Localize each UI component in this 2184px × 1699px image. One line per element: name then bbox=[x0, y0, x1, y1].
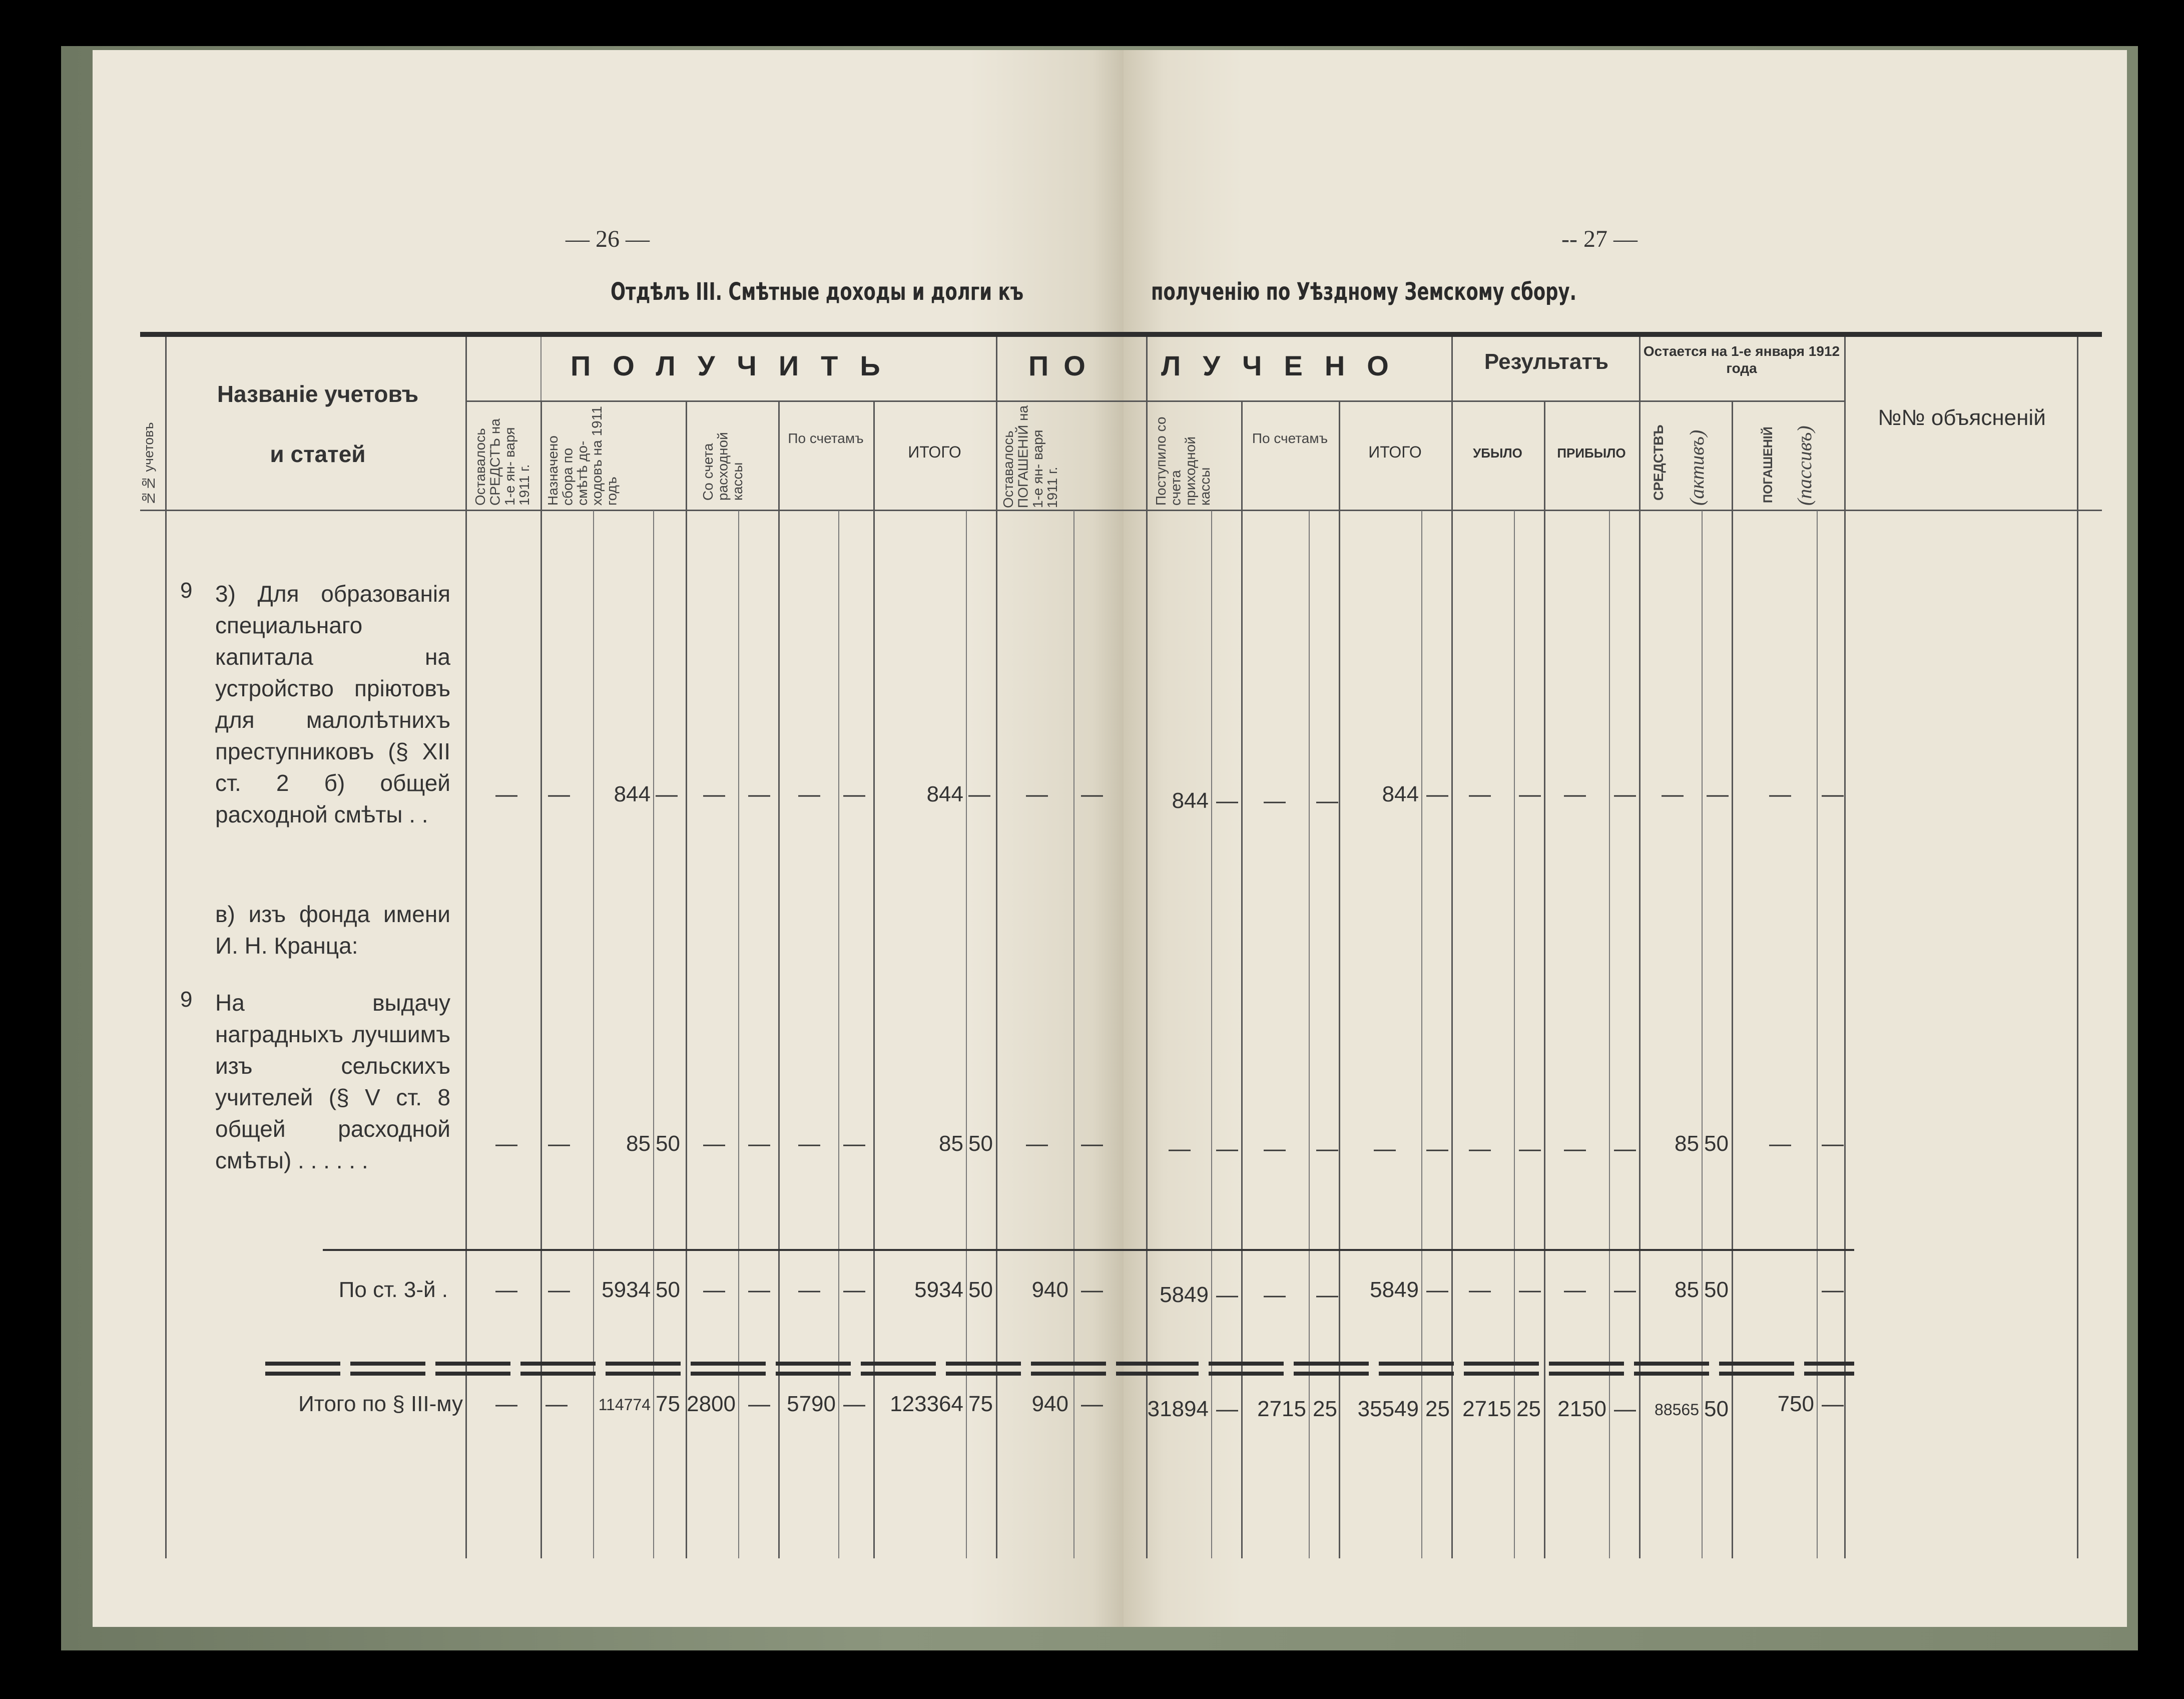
cell-value: — bbox=[1316, 1136, 1338, 1161]
cell-value: 844 bbox=[926, 782, 963, 806]
cell-value: — bbox=[495, 1278, 517, 1302]
cell-value: — bbox=[1374, 1136, 1396, 1161]
header-active: (активъ) bbox=[1686, 430, 1708, 506]
cell-value: — bbox=[1216, 1136, 1238, 1161]
left-page bbox=[93, 50, 1124, 1627]
cell-value: — bbox=[1216, 1397, 1238, 1421]
col-divider bbox=[1544, 400, 1545, 1558]
cell-value: — bbox=[1822, 782, 1844, 806]
cell-value: 35549 bbox=[1357, 1397, 1419, 1421]
cell-value: — bbox=[748, 782, 770, 806]
subcol-divider bbox=[738, 511, 739, 1558]
subcol-divider bbox=[838, 511, 839, 1558]
total-label: Итого по § III-му bbox=[298, 1392, 463, 1416]
cell-value: — bbox=[1426, 782, 1448, 806]
col-divider bbox=[778, 400, 780, 1558]
cell-value: 5934 bbox=[602, 1278, 651, 1302]
cell-value: — bbox=[1769, 782, 1791, 806]
header-assigned: Назначено сбора по смѣтѣ до- ходовъ на 1911 годъ bbox=[545, 406, 620, 506]
cell-value: — bbox=[748, 1392, 770, 1416]
cell-value: — bbox=[1316, 1283, 1338, 1307]
cell-value: — bbox=[843, 1278, 865, 1302]
cell-value: — bbox=[1614, 782, 1636, 806]
col-divider bbox=[540, 400, 542, 1558]
right-page bbox=[1124, 50, 2127, 1627]
col-divider bbox=[686, 400, 687, 1558]
subcol-divider bbox=[966, 511, 967, 1558]
cell-value: — bbox=[495, 782, 517, 806]
group-header-rule bbox=[465, 400, 1124, 402]
header-group-received-part: ПО bbox=[1028, 350, 1101, 381]
cell-value: 85 bbox=[626, 1131, 651, 1156]
col-divider bbox=[165, 337, 167, 1558]
cell-value: — bbox=[1769, 1131, 1791, 1156]
header-funds: СРЕДСТВЪ bbox=[1651, 424, 1666, 501]
cell-value: 2150 bbox=[1557, 1397, 1606, 1421]
cell-value: 2715 bbox=[1257, 1397, 1306, 1421]
cell-value: — bbox=[548, 1131, 570, 1156]
subcol-divider bbox=[1309, 511, 1310, 1558]
cell-value: 940 bbox=[1031, 1278, 1068, 1302]
cell-value: 123364 bbox=[890, 1392, 963, 1416]
cell-value: — bbox=[1081, 1131, 1103, 1156]
header-decreased: УБЫЛО bbox=[1473, 446, 1522, 461]
cell-value: — bbox=[495, 1131, 517, 1156]
cell-value: 25 bbox=[1313, 1397, 1337, 1421]
cell-value: — bbox=[495, 1392, 517, 1416]
cell-value: 750 bbox=[1777, 1392, 1814, 1416]
cell-value: — bbox=[703, 1131, 725, 1156]
header-name-col-1: Названіе учетовъ bbox=[217, 381, 419, 407]
cell-value: — bbox=[1081, 782, 1103, 806]
row-number: 9 bbox=[180, 987, 193, 1012]
cell-value: — bbox=[1614, 1136, 1636, 1161]
header-total: ИТОГО bbox=[908, 443, 961, 461]
cell-value: — bbox=[1081, 1392, 1103, 1416]
cell-value: 31894 bbox=[1147, 1397, 1209, 1421]
header-group-receivable: ПОЛУЧИТЬ bbox=[571, 350, 902, 381]
col-divider bbox=[1732, 400, 1733, 1558]
header-group-result: Результатъ bbox=[1484, 349, 1609, 374]
cell-value: 2715 bbox=[1462, 1397, 1511, 1421]
cell-value: — bbox=[843, 1131, 865, 1156]
header-from-income: Поступило со счета приходной кассы bbox=[1153, 416, 1213, 506]
group-header-rule bbox=[1124, 400, 1844, 402]
cell-value: — bbox=[1264, 1283, 1286, 1307]
cell-value: — bbox=[1822, 1131, 1844, 1156]
cell-value: — bbox=[843, 782, 865, 806]
cell-value: 5849 bbox=[1370, 1278, 1419, 1302]
cell-value: — bbox=[545, 1392, 568, 1416]
right-page-number: -- 27 — bbox=[1561, 226, 1637, 252]
subcol-divider bbox=[1609, 511, 1610, 1558]
col-divider bbox=[2077, 337, 2078, 1558]
cell-value: — bbox=[1707, 782, 1729, 806]
cell-value: — bbox=[703, 782, 725, 806]
cell-value: 50 bbox=[968, 1278, 993, 1302]
header-increased: ПРИБЫЛО bbox=[1557, 446, 1626, 461]
cell-value: — bbox=[1469, 782, 1491, 806]
header-bottom-rule bbox=[1124, 510, 2102, 511]
cell-value: 50 bbox=[1704, 1131, 1729, 1156]
cell-value: — bbox=[748, 1278, 770, 1302]
cell-value: — bbox=[1564, 1136, 1586, 1161]
header-explanations: №№ объясненій bbox=[1878, 405, 2046, 430]
cell-value: 844 bbox=[1172, 788, 1209, 813]
col-divider bbox=[1339, 400, 1340, 1558]
col-divider bbox=[1241, 400, 1243, 1558]
cell-value: — bbox=[1822, 1392, 1844, 1416]
header-repayments: ПОГАШЕНІЙ bbox=[1761, 427, 1775, 503]
subcol-divider bbox=[1073, 511, 1074, 1558]
header-bottom-rule bbox=[140, 510, 1124, 511]
cell-value: — bbox=[1519, 1278, 1541, 1302]
header-by-accounts: По счетамъ bbox=[788, 431, 864, 446]
cell-value: — bbox=[1564, 1278, 1586, 1302]
cell-value: 940 bbox=[1031, 1392, 1068, 1416]
cell-value: 75 bbox=[968, 1392, 993, 1416]
header-num-col: №№ учетовъ bbox=[141, 422, 156, 506]
row-description: 3) Для образованія специальнаго капитала на устройство пріютовъ для малолѣтнихъ преступниковъ (§ XII ст. 2 б) общей расходной смѣты . . bbox=[215, 581, 450, 827]
cell-value: 5790 bbox=[787, 1392, 836, 1416]
cell-value: 75 bbox=[656, 1392, 680, 1416]
header-name-col-2: и статей bbox=[270, 441, 366, 467]
row-section-heading: в) изъ фонда имени И. Н. Кранца: bbox=[215, 901, 450, 959]
col-divider bbox=[540, 337, 541, 402]
subcol-divider bbox=[653, 511, 654, 1558]
subtotal-label: По ст. 3-й . bbox=[338, 1278, 448, 1302]
subtotal-rule bbox=[1124, 1249, 1854, 1251]
cell-value: — bbox=[1519, 782, 1541, 806]
cell-value: — bbox=[1822, 1278, 1844, 1302]
table-top-rule bbox=[140, 332, 1124, 337]
cell-value: 50 bbox=[656, 1278, 680, 1302]
cell-value: — bbox=[843, 1392, 865, 1416]
header-remaining-funds: Оставалось СРЕДСТЪ на 1-е ян- варя 1911 г. bbox=[472, 418, 532, 506]
cell-value: — bbox=[1564, 782, 1586, 806]
cell-value: — bbox=[968, 782, 990, 806]
header-by-accounts-right: По счетамъ bbox=[1252, 431, 1328, 446]
total-double-rule bbox=[1124, 1372, 1854, 1376]
right-section-title: полученію по Уѣздному Земскому сбору. bbox=[1151, 278, 1577, 306]
cell-value: — bbox=[748, 1131, 770, 1156]
table-top-rule bbox=[1124, 332, 2102, 337]
cell-value: — bbox=[1662, 782, 1684, 806]
header-group-received-rest: ЛУЧЕНО bbox=[1161, 350, 1411, 381]
cell-value: 5849 bbox=[1160, 1283, 1209, 1307]
subcol-divider bbox=[1702, 511, 1703, 1558]
left-section-title: Отдѣлъ III. Смѣтные доходы и долги къ bbox=[611, 278, 1024, 306]
cell-value: — bbox=[1469, 1278, 1491, 1302]
cell-value: 50 bbox=[1704, 1278, 1729, 1302]
cell-value: — bbox=[798, 782, 820, 806]
cell-value: — bbox=[1426, 1278, 1448, 1302]
cell-value: — bbox=[1469, 1136, 1491, 1161]
cell-value: 85 bbox=[1675, 1278, 1699, 1302]
subcol-divider bbox=[1421, 511, 1422, 1558]
cell-value: — bbox=[1426, 1136, 1448, 1161]
cell-value: — bbox=[1081, 1278, 1103, 1302]
subtotal-rule bbox=[323, 1249, 1124, 1251]
header-remaining-repay: Оставалось ПОГАШЕНІЙ на 1-е ян- варя 1911 г. bbox=[1000, 405, 1060, 508]
cell-value: 5934 bbox=[914, 1278, 963, 1302]
row-description: На выдачу наградныхъ лучшимъ изъ сельскихъ учителей (§ V ст. 8 общей расходной смѣты) . . . . . . bbox=[215, 990, 450, 1173]
header-from-expense: Со счета расходной кассы bbox=[700, 432, 745, 501]
cell-value: 88565 bbox=[1655, 1401, 1699, 1419]
cell-value: 50 bbox=[1704, 1397, 1729, 1421]
col-divider bbox=[873, 400, 875, 1558]
subcol-divider bbox=[1817, 511, 1818, 1558]
total-double-rule bbox=[1124, 1362, 1854, 1366]
cell-value: 85 bbox=[1675, 1131, 1699, 1156]
cell-value: 25 bbox=[1425, 1397, 1450, 1421]
cell-value: — bbox=[798, 1131, 820, 1156]
cell-value: — bbox=[656, 782, 678, 806]
cell-value: — bbox=[1169, 1136, 1191, 1161]
total-double-rule bbox=[265, 1372, 1124, 1376]
cell-value: — bbox=[1026, 1131, 1048, 1156]
cell-value: 844 bbox=[1382, 782, 1419, 806]
cell-value: — bbox=[1264, 1136, 1286, 1161]
row-number: 9 bbox=[180, 578, 193, 603]
cell-value: 50 bbox=[656, 1131, 680, 1156]
left-page-number: — 26 — bbox=[566, 226, 650, 252]
cell-value: — bbox=[1614, 1397, 1636, 1421]
header-group-remains: Остается на 1-е января 1912 года bbox=[1643, 343, 1840, 376]
cell-value: 85 bbox=[939, 1131, 963, 1156]
cell-value: — bbox=[1216, 788, 1238, 813]
subcol-divider bbox=[1514, 511, 1515, 1558]
cell-value: — bbox=[703, 1278, 725, 1302]
cell-value: — bbox=[1216, 1283, 1238, 1307]
cell-value: — bbox=[1026, 782, 1048, 806]
header-total-right: ИТОГО bbox=[1368, 443, 1422, 461]
cell-value: — bbox=[798, 1278, 820, 1302]
subcol-divider bbox=[1211, 511, 1212, 1558]
cell-value: 114774 bbox=[598, 1396, 651, 1414]
cell-value: 844 bbox=[614, 782, 651, 806]
cell-value: — bbox=[1614, 1278, 1636, 1302]
cell-value: — bbox=[548, 782, 570, 806]
cell-value: — bbox=[1519, 1136, 1541, 1161]
cell-value: 25 bbox=[1516, 1397, 1541, 1421]
cell-value: 2800 bbox=[687, 1392, 736, 1416]
total-double-rule bbox=[265, 1362, 1124, 1366]
cell-value: 50 bbox=[968, 1131, 993, 1156]
cell-value: — bbox=[548, 1278, 570, 1302]
cell-value: — bbox=[1316, 788, 1338, 813]
header-passive: (пассивъ) bbox=[1793, 426, 1816, 506]
cell-value: — bbox=[1264, 788, 1286, 813]
